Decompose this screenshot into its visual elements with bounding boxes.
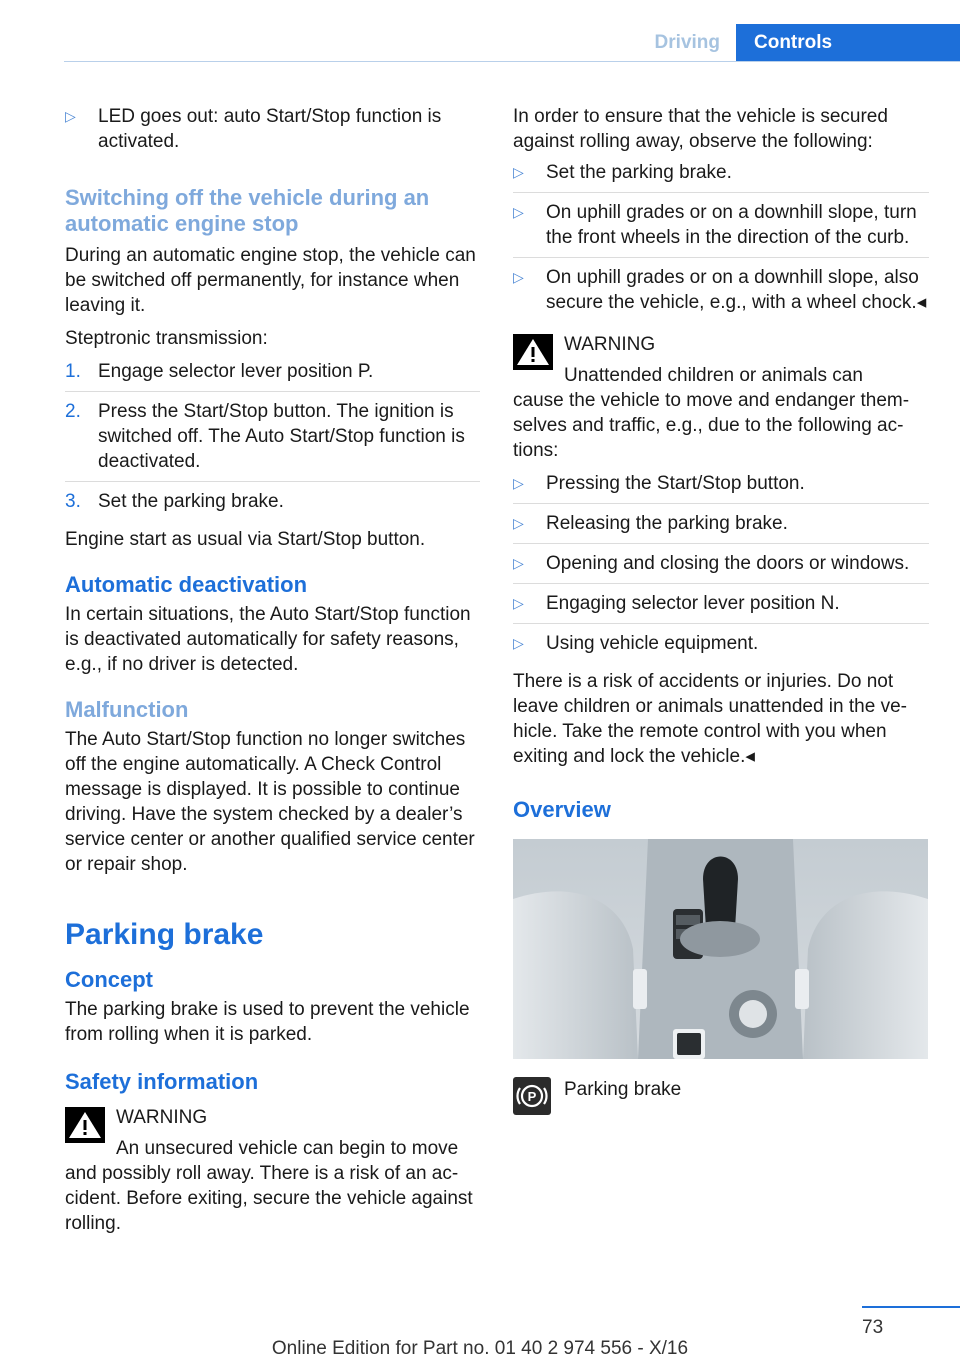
list-item-text: Releasing the parking brake. — [546, 513, 788, 534]
list-item — [513, 258, 929, 322]
led-bullet-list — [65, 104, 480, 161]
warning-block — [513, 332, 929, 463]
engine-start-text: Engine start as usual via Start/Stop button. — [65, 529, 426, 550]
risk-text: There is a risk of accidents or injuries. Do not leave children or animals unattended in the vehicle. Take the remote control with you when exiting and lock the vehicle.◂ — [513, 671, 907, 767]
chapter-tab-controls: Controls — [736, 24, 960, 62]
actions-bullet-list — [513, 471, 929, 663]
header-rule — [64, 61, 960, 62]
malfunction-text: The Auto Start/Stop function no longer switches off the engine automatically. A Check Control message is displayed. It is possible to continue driving. Have the system checked by a dealer’s service center or another qualified service center or repair shop. — [65, 729, 475, 875]
center-console-photo — [513, 839, 928, 1059]
legend-label: Parking brake — [564, 1079, 682, 1100]
concept-text: The parking brake is used to prevent the vehicle from rolling when it is parked. — [65, 999, 470, 1045]
list-item-text: Pressing the Start/Stop button. — [546, 473, 805, 494]
page-number: 73 — [862, 1317, 884, 1338]
edition-footer: Online Edition for Part no. 01 40 2 974 556 - X/16 — [271, 1338, 689, 1359]
step-item — [65, 359, 480, 392]
auto-deactivation-text: In certain situations, the Auto Start/Stop function is deactivated automatically for safety reasons, e.g., if no driver is detected. — [65, 604, 471, 675]
steps-list — [65, 359, 480, 521]
step-number: 2. — [65, 401, 81, 422]
bullet-marker-icon: ▷ — [513, 555, 524, 571]
auto-deactivation-heading: Automatic deactivation — [65, 572, 308, 597]
warning-block — [65, 1105, 480, 1236]
section-tab-driving: Driving — [654, 32, 720, 53]
step-text: Set the parking brake. — [98, 491, 284, 512]
switch-off-heading: Switching off the vehicle during an automatic engine stop — [65, 185, 430, 236]
right-column — [513, 104, 929, 1117]
parking-brake-title: Parking brake — [65, 918, 264, 951]
safety-information-heading: Safety information — [65, 1069, 259, 1094]
steptronic-label: Steptronic transmission: — [65, 328, 268, 349]
bullet-marker-icon: ▷ — [513, 475, 524, 491]
bullet-marker-icon: ▷ — [65, 108, 76, 124]
step-number: 3. — [65, 491, 81, 512]
step-text: Press the Start/Stop button. The ignition is switched off. The Auto Start/Stop function is deactivated. — [98, 401, 465, 472]
warning-title: WARNING — [116, 1107, 208, 1128]
list-item-text: On uphill grades or on a downhill slope, also secure the vehicle, e.g., with a wheel chock.◂ — [546, 267, 927, 313]
list-item — [513, 193, 929, 258]
bullet-marker-icon: ▷ — [513, 515, 524, 531]
bullet-marker-icon: ▷ — [513, 635, 524, 651]
warning-first-line: An unsecured vehicle can begin to move — [116, 1138, 459, 1159]
malfunction-heading: Malfunction — [65, 697, 189, 722]
list-item-text: On uphill grades or on a downhill slope, turn the front wheels in the direction of the curb. — [546, 202, 917, 248]
warning-triangle-icon — [65, 1107, 105, 1143]
list-item — [513, 584, 929, 624]
warning-first-line: Unattended children or animals can — [564, 365, 863, 386]
legend-item — [513, 1077, 929, 1117]
step-text: Engage selector lever position P. — [98, 361, 374, 382]
list-item — [513, 544, 929, 584]
bullet-marker-icon: ▷ — [513, 164, 524, 180]
concept-heading: Concept — [65, 967, 153, 992]
step-item — [65, 482, 480, 521]
overview-heading: Overview — [513, 797, 611, 822]
warning-text: and possibly roll away. There is a risk of an accident. Before exiting, secure the vehicle against rolling. — [65, 1163, 473, 1234]
list-item — [513, 160, 929, 193]
list-item-text: Set the parking brake. — [546, 162, 732, 183]
step-number: 1. — [65, 361, 81, 382]
securing-bullet-list — [513, 160, 929, 322]
bullet-marker-icon: ▷ — [513, 595, 524, 611]
left-column — [65, 104, 480, 1244]
list-item-text: LED goes out: auto Start/Stop function is activated. — [98, 106, 442, 152]
warning-title: WARNING — [564, 334, 656, 355]
intro-text: In order to ensure that the vehicle is secured against rolling away, observe the following: — [513, 106, 888, 152]
list-item — [513, 504, 929, 544]
footer-rule — [862, 1306, 960, 1308]
header-tabs — [620, 24, 960, 62]
list-item-text: Engaging selector lever position N. — [546, 593, 840, 614]
warning-text: cause the vehicle to move and endanger themselves and traffic, e.g., due to the following actions: — [513, 390, 910, 461]
step-item — [65, 392, 480, 482]
switch-off-text: During an automatic engine stop, the vehicle can be switched off permanently, for instance when leaving it. — [65, 245, 476, 316]
parking-brake-icon — [513, 1077, 551, 1115]
list-item-text: Opening and closing the doors or windows. — [546, 553, 910, 574]
bullet-marker-icon: ▷ — [513, 269, 524, 285]
list-item-text: Using vehicle equipment. — [546, 633, 759, 654]
warning-triangle-icon — [513, 334, 553, 370]
bullet-marker-icon: ▷ — [513, 204, 524, 220]
svg-text:P: P — [527, 1089, 537, 1104]
list-item — [65, 104, 480, 161]
list-item — [513, 624, 929, 663]
list-item — [513, 471, 929, 504]
